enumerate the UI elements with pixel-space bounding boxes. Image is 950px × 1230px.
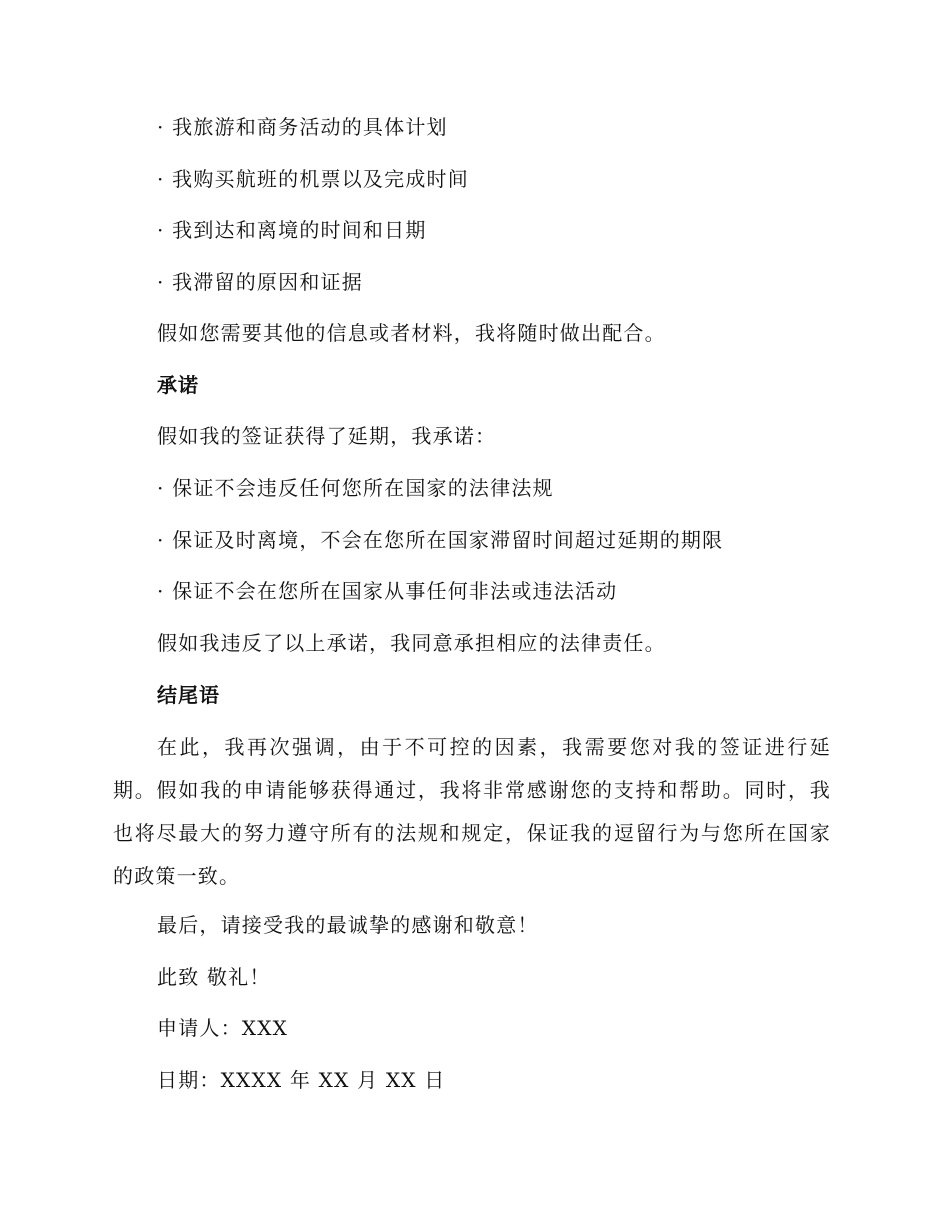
commitment-heading: 承诺 [157, 373, 199, 397]
plan-list-item-3: · 我到达和离境的时间和日期 [157, 218, 427, 242]
materials-paragraph: 假如您需要其他的信息或者材料，我将随时做出配合。 [157, 321, 666, 345]
date-line: 日期：XXXX 年 XX 月 XX 日 [157, 1068, 446, 1092]
conclusion-paragraph: 在此，我再次强调，由于不可控的因素，我需要您对我的签证进行延期。假如我的申请能够获得通过，我将非常感谢您的支持和帮助。同时，我也将尽最大的努力遵守所有的法规和规定，保证我的逗留行为与您所在国家的政策一致。 [113, 735, 831, 888]
commitment-item-1: · 保证不会违反任何您所在国家的法律法规 [157, 476, 554, 500]
conclusion-heading: 结尾语 [157, 683, 220, 707]
commitment-closing: 假如我违反了以上承诺，我同意承担相应的法律责任。 [157, 631, 666, 655]
thanks-line: 最后，请接受我的最诚挚的感谢和敬意！ [157, 913, 539, 937]
plan-list-item-1: · 我旅游和商务活动的具体计划 [157, 115, 448, 139]
salute-line: 此致 敬礼！ [157, 965, 271, 989]
plan-list-item-4: · 我滞留的原因和证据 [157, 270, 363, 294]
commitment-intro: 假如我的签证获得了延期，我承诺： [157, 424, 497, 448]
plan-list-item-2: · 我购买航班的机票以及完成时间 [157, 167, 469, 191]
commitment-item-2: · 保证及时离境，不会在您所在国家滞留时间超过延期的期限 [157, 528, 724, 552]
commitment-item-3: · 保证不会在您所在国家从事任何非法或违法活动 [157, 579, 618, 603]
applicant-line: 申请人：XXX [157, 1016, 289, 1040]
